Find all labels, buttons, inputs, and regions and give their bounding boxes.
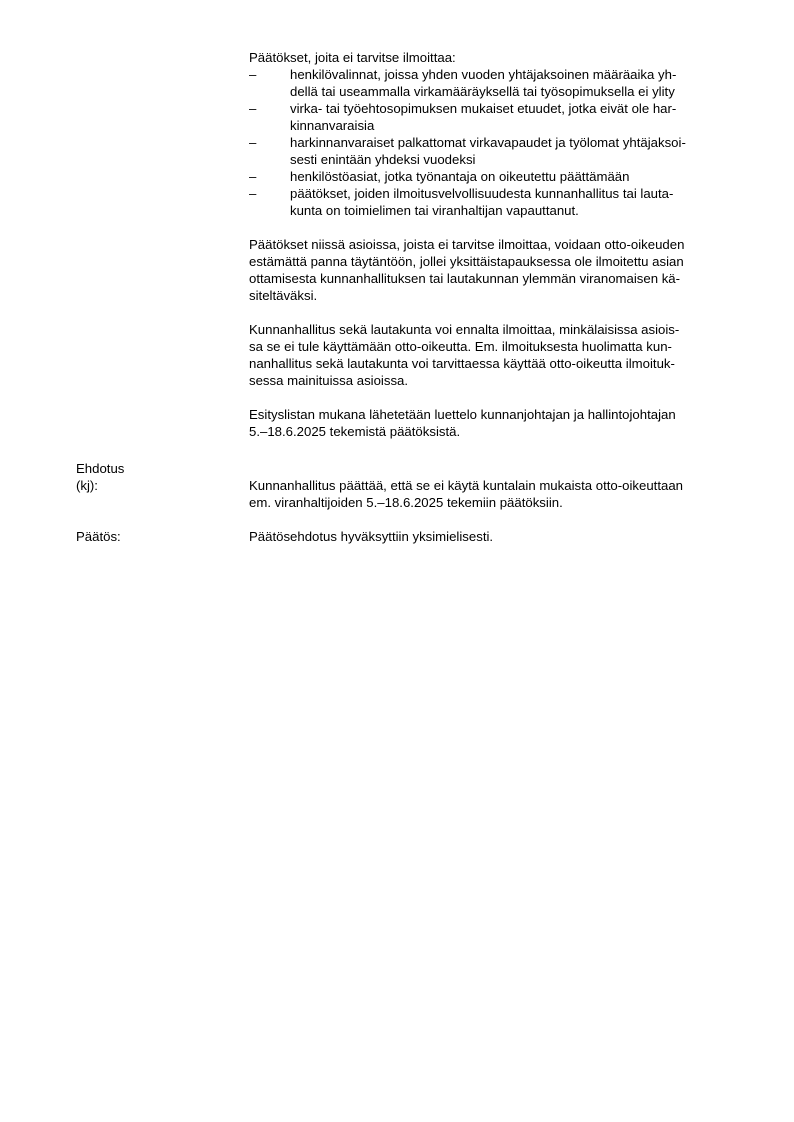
proposal-text xyxy=(249,477,735,511)
paragraph-line: sa se ei tule käyttämään otto-oikeutta. Em. ilmoituksesta huolimatta kun- xyxy=(249,339,672,354)
bullet-dash: – xyxy=(249,101,257,116)
paragraph-line: Esityslistan mukana lähetetään luettelo kunnanjohtajan ja hallintojohtajan xyxy=(249,407,676,422)
paragraph-line: Päätökset niissä asioissa, joista ei tarvitse ilmoittaa, voidaan otto-oikeuden xyxy=(249,237,685,252)
list-item xyxy=(249,100,735,134)
paragraph-enforcement xyxy=(249,236,735,304)
proposal-label-line: (kj): xyxy=(76,478,98,493)
exemption-list xyxy=(249,66,735,219)
list-item xyxy=(249,134,735,168)
list-item-line: henkilöstöasiat, jotka työnantaja on oikeutettu päättämään xyxy=(290,169,630,184)
paragraph-advance-notice xyxy=(249,321,735,389)
decision-label: Päätös: xyxy=(76,529,121,544)
paragraph-line: siteltäväksi. xyxy=(249,288,318,303)
main-content xyxy=(249,49,735,440)
proposal-text-line: em. viranhaltijoiden 5.–18.6.2025 tekemiin päätöksiin. xyxy=(249,495,563,510)
paragraph-line: estämättä panna täytäntöön, jollei yksittäistapauksessa ole ilmoitettu asian xyxy=(249,254,684,269)
list-item-line: dellä tai useammalla virkamääräyksellä tai työsopimuksella ei ylity xyxy=(290,84,675,99)
paragraph-line: nanhallitus sekä lautakunta voi tarvittaessa käyttää otto-oikeutta ilmoituk- xyxy=(249,356,675,371)
proposal-label-line: Ehdotus xyxy=(76,461,125,476)
paragraph-line: Kunnanhallitus sekä lautakunta voi ennalta ilmoittaa, minkälaisissa asiois- xyxy=(249,322,680,337)
paragraph-line: ottamisesta kunnanhallituksen tai lautakunnan ylemmän viranomaisen kä- xyxy=(249,271,681,286)
proposal-text-line: Kunnanhallitus päättää, että se ei käytä kuntalain mukaista otto-oikeuttaan xyxy=(249,478,684,493)
list-item-line: kinnanvaraisia xyxy=(290,118,375,133)
bullet-dash: – xyxy=(249,135,257,150)
list-item-line: harkinnanvaraiset palkattomat virkavapaudet ja työlomat yhtäjaksoi- xyxy=(290,135,686,150)
bullet-dash: – xyxy=(249,186,257,201)
list-item-line: henkilövalinnat, joissa yhden vuoden yhtäjaksoinen määräaika yh- xyxy=(290,67,677,82)
list-item-line: kunta on toimielimen tai viranhaltijan vapauttanut. xyxy=(290,203,579,218)
list-item-line: virka- tai työehtosopimuksen mukaiset etuudet, jotka eivät ole har- xyxy=(290,101,677,116)
list-item-line: päätökset, joiden ilmoitusvelvollisuudesta kunnanhallitus tai lauta- xyxy=(290,186,674,201)
proposal-label xyxy=(76,460,236,494)
paragraph-attachment xyxy=(249,406,735,440)
list-item xyxy=(249,66,735,100)
list-item xyxy=(249,168,735,185)
decision-text: Päätösehdotus hyväksyttiin yksimielisesti. xyxy=(249,529,494,544)
list-item-line: sesti enintään yhdeksi vuodeksi xyxy=(290,152,476,167)
list-item xyxy=(249,185,735,219)
bullet-dash: – xyxy=(249,169,257,184)
paragraph-line: sessa mainituissa asioissa. xyxy=(249,373,409,388)
paragraph-line: 5.–18.6.2025 tekemistä päätöksistä. xyxy=(249,424,461,439)
bullet-dash: – xyxy=(249,67,257,82)
intro-heading: Päätökset, joita ei tarvitse ilmoittaa: xyxy=(249,50,456,65)
